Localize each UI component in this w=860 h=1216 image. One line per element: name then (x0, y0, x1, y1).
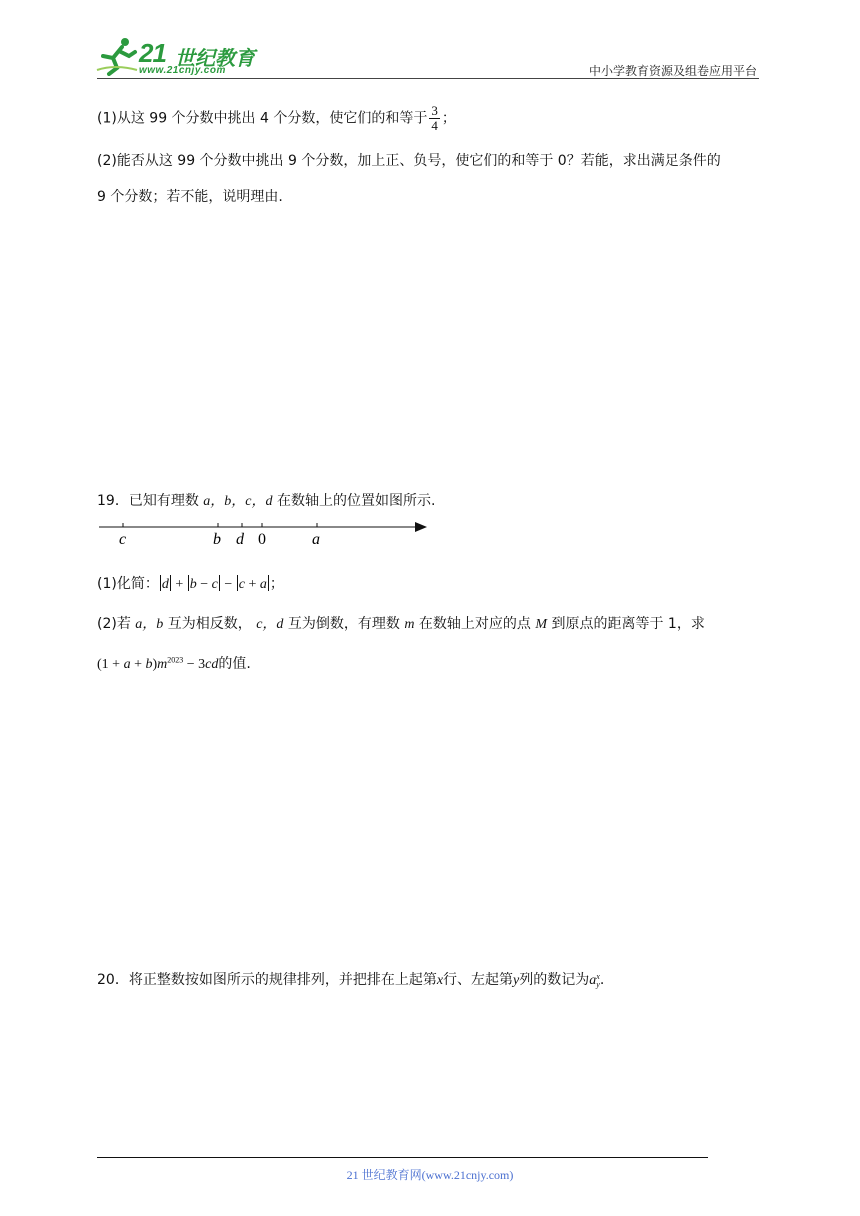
fraction-numerator: 3 (431, 103, 438, 118)
q19-part2-M: M (535, 617, 548, 632)
q20-text-b: 行、左起第 (443, 972, 514, 988)
q19-stem-suffix: 在数轴上的位置如图所示. (276, 493, 436, 509)
fraction-three-quarters (429, 104, 440, 133)
label-d: d (236, 531, 244, 548)
runner-logo-icon (95, 36, 139, 76)
q20-notation: a x y (589, 971, 600, 989)
q19-stem-prefix: 19．已知有理数 (97, 493, 199, 509)
q18-part1-end: ； (441, 110, 456, 127)
logo-url: www.21cnjy.com (139, 65, 226, 76)
site-logo (95, 36, 260, 78)
label-a: a (312, 531, 320, 548)
q19-part1-end: ； (269, 576, 284, 592)
q18-part1-text: (1)从这 99 个分数中挑出 4 个分数，使它们的和等于 (97, 110, 428, 127)
header-divider (97, 78, 759, 79)
label-b: b (213, 531, 221, 548)
abs-value-expression: d + b − c − c + a (161, 577, 267, 592)
q19-part2-line2 (97, 653, 251, 673)
q19-stem (97, 490, 435, 510)
label-zero: 0 (258, 531, 266, 548)
q19-part2-line1 (97, 613, 705, 633)
q19-part2-ab: a，b (135, 617, 164, 632)
exponent: 2023 (167, 655, 184, 665)
q20-text-a: 20．将正整数按如图所示的规律排列，并把排在上起第 (97, 972, 437, 988)
q19-part2-text-e: 到原点的距离等于 1，求 (551, 616, 705, 632)
q20-text-c: 列的数记为 (519, 972, 590, 988)
q18-part2-line2: 9 个分数；若不能，说明理由. (97, 189, 283, 205)
q19-part2-text-b: 互为相反数， (167, 616, 252, 632)
q19-expression: $(1 + a + b)m^{2023} - 3cd$ (97, 655, 219, 672)
footer-divider (97, 1157, 708, 1158)
fraction-denominator: 4 (431, 118, 438, 133)
logo-number: 21 (139, 38, 166, 68)
header-platform-text: 中小学教育资源及组卷应用平台 (588, 64, 757, 78)
q19-part2-cd: c，d (256, 617, 284, 632)
q18-part2-line1: (2)能否从这 99 个分数中挑出 9 个分数，加上正、负号，使它们的和等于 0？若能，求出满足条件的 (97, 153, 721, 169)
logo-brand: 世纪教育 (175, 46, 255, 70)
q19-part1 (97, 573, 284, 593)
q18-part1 (97, 104, 456, 133)
label-c: c (119, 531, 127, 548)
q19-part2-text-c: 互为倒数，有理数 (287, 616, 400, 632)
number-line-diagram (97, 515, 437, 551)
q19-part1-prefix: (1)化简： (97, 576, 159, 592)
q20-end: . (599, 972, 605, 988)
q19-part2-text-a: (2)若 (97, 616, 131, 632)
q20-stem (97, 969, 604, 989)
q19-part2-m: m (404, 617, 415, 632)
number-line-arrow-icon (415, 522, 427, 532)
q20-x: x (436, 973, 444, 988)
q19-part2-text-d: 在数轴上对应的点 (418, 616, 531, 632)
q20-y: y (513, 973, 520, 988)
q19-part2-suffix: 的值. (218, 656, 251, 672)
footer-link[interactable]: 21 世纪教育网(www.21cnjy.com) (346, 1168, 514, 1182)
q19-stem-vars: a，b，c，d (203, 494, 273, 509)
